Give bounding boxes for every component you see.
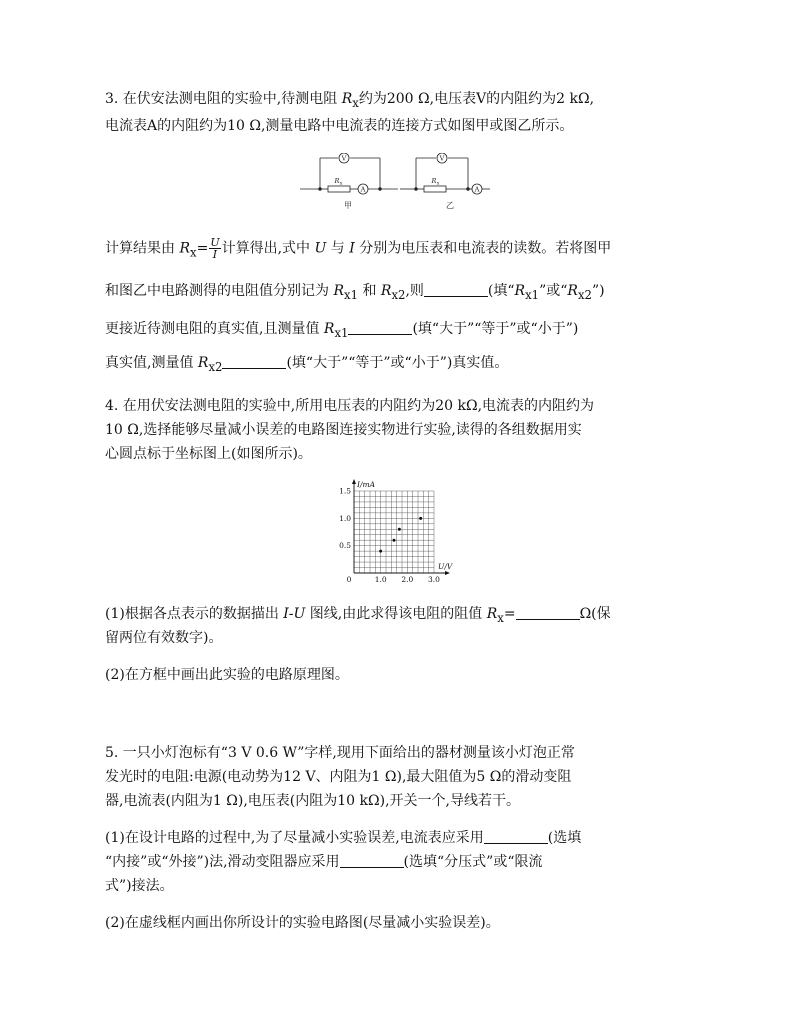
fraction-u-over-i — [209, 237, 220, 260]
q4-line-2: 10 Ω,选择能够尽量减小误差的电路图连接实物进行实验,读得的各组数据用实 — [105, 422, 582, 438]
q3-text: 3. 在伏安法测电阻的实验中,待测电阻 — [105, 91, 342, 107]
q4-text: (1)根据各点表示的数据描出 — [105, 606, 284, 622]
subscript: x — [352, 95, 359, 110]
y-axis-arrow — [352, 479, 356, 484]
x-tick-label: 3.0 — [428, 575, 440, 582]
q3-text: ”或“ — [539, 283, 568, 299]
var-i: I — [349, 240, 355, 257]
q3-line-5 — [105, 318, 578, 340]
var-r: R — [380, 283, 392, 299]
q3-text: 真实值,测量值 — [105, 355, 198, 371]
q4-part-1-line-1 — [105, 603, 611, 625]
equals: = — [503, 606, 516, 622]
q5-part-1-line-3: 式”)接法。 — [105, 878, 174, 894]
q3-circuit-figures — [300, 153, 490, 213]
q3-line-6 — [105, 352, 508, 374]
y-axis-label: I/mA — [357, 480, 376, 489]
var-r: R — [486, 606, 498, 622]
figure-label-yi: 乙 — [446, 201, 454, 210]
subscript: x1 — [344, 287, 358, 302]
q3-line-3 — [105, 237, 611, 260]
q4-line-3: 心圆点标于坐标图上(如图所示)。 — [105, 446, 312, 462]
q3-text: ”) — [591, 283, 605, 299]
q3-line-1 — [105, 88, 594, 110]
data-point — [419, 517, 422, 520]
q4-part-1-line-2: 留两位有效数字)。 — [105, 630, 223, 646]
var-r: R — [514, 283, 526, 299]
figure-label-jia: 甲 — [344, 201, 352, 210]
q5-line-3: 器,电流表(内阻为1 Ω),电压表(内阻为10 kΩ),开关一个,导线若干。 — [105, 793, 520, 809]
resistor-sub-right: x — [436, 181, 440, 187]
q3-text: 计算得出,式中 — [221, 240, 315, 257]
denominator: I — [212, 248, 218, 261]
answer-blank-3[interactable] — [222, 354, 286, 369]
q3-text: (填“大于”“等于”或“小于”)真实值。 — [286, 355, 509, 371]
q3-text: 分别为电压表和电流表的读数。若将图甲 — [354, 240, 612, 257]
var-r: R — [341, 91, 353, 107]
chart-axes — [352, 479, 450, 575]
var-r: R — [179, 240, 190, 257]
y-tick-label: 1.0 — [339, 513, 351, 523]
var-r: R — [197, 355, 209, 371]
resistor-label-right: R — [431, 177, 437, 185]
ammeter-label-right: A — [474, 185, 480, 194]
voltmeter-label-left: V — [341, 154, 347, 163]
numerator: U — [210, 236, 220, 249]
q5-part-1-line-1 — [105, 827, 581, 847]
subscript: x1 — [525, 287, 540, 302]
q3-text: 和图乙中电路测得的电阻值分别记为 — [105, 283, 334, 299]
q3-text: ,则 — [405, 283, 424, 299]
q3-line-4 — [105, 280, 605, 302]
q5-text: “内接”或“外接”)法,滑动变阻器应采用 — [105, 854, 340, 870]
resistor-label-left: R — [334, 177, 340, 185]
var-r: R — [567, 283, 578, 299]
q3-line-2: 电流表A的内阻约为10 Ω,测量电路中电流表的连接方式如图甲或图乙所示。 — [105, 118, 574, 134]
var-r: R — [323, 321, 335, 337]
q4-text: Ω(保 — [579, 606, 611, 622]
data-point — [398, 528, 401, 531]
x-tick-label: 2.0 — [401, 575, 414, 582]
subscript: x — [190, 245, 197, 260]
x-tick-label: 0 — [346, 575, 352, 582]
var-u: U — [314, 240, 327, 257]
y-tick-label: 0.5 — [339, 541, 351, 551]
y-tick-label: 1.5 — [339, 486, 351, 496]
iu-scatter-chart — [330, 478, 470, 582]
q4-text: 图线,由此求得该电阻的阻值 — [305, 606, 487, 622]
q5-text: (1)在设计电路的过程中,为了尽量减小实验误差,电流表应采用 — [105, 830, 484, 846]
data-point — [393, 539, 396, 542]
q5-part-1-line-2 — [105, 851, 542, 871]
q5-text: (选填 — [547, 830, 582, 846]
answer-blank-2[interactable] — [348, 320, 412, 335]
ammeter-label-left: A — [360, 185, 366, 194]
equals: = — [196, 240, 209, 257]
var-r: R — [333, 283, 344, 299]
data-point — [379, 550, 382, 553]
x-tick-label: 1.0 — [374, 575, 387, 582]
voltmeter-label-right: V — [439, 154, 445, 163]
var-iu: I-U — [283, 606, 306, 622]
q3-text: 和 — [358, 283, 381, 299]
q5-line-2: 发光时的电阻:电源(电动势为12 V、内阻为1 Ω),最大阻值为5 Ω的滑动变阻 — [105, 769, 572, 785]
q3-text: 计算结果由 — [105, 240, 180, 257]
q4-line-1: 4. 在用伏安法测电阻的实验中,所用电压表的内阻约为20 kΩ,电流表的内阻约为 — [105, 398, 595, 414]
q3-text: (填“大于”“等于”或“小于”) — [412, 321, 579, 337]
q4-part-2: (2)在方框中画出此实验的电路原理图。 — [105, 667, 349, 683]
answer-blank-1[interactable] — [424, 282, 488, 297]
x-axis-label: U/V — [438, 562, 453, 571]
resistor-sub-left: x — [339, 181, 343, 187]
q5-line-1: 5. 一只小灯泡标有“3 V 0.6 W”字样,现用下面给出的器材测量该小灯泡正常 — [105, 745, 575, 761]
subscript: x1 — [334, 325, 349, 340]
q5-text: (选填“分压式”或“限流 — [403, 854, 543, 870]
q3-text: 约为200 Ω,电压表V的内阻约为2 kΩ, — [358, 91, 595, 107]
subscript: x2 — [208, 359, 223, 374]
circuit-jia — [300, 153, 398, 194]
chart-grid — [354, 491, 434, 573]
subscript: x — [497, 610, 504, 625]
answer-blank-6[interactable] — [340, 853, 404, 868]
q5-part-2: (2)在虚线框内画出你所设计的实验电路图(尽量减小实验误差)。 — [105, 915, 500, 931]
answer-blank-5[interactable] — [484, 829, 548, 844]
q3-text: 与 — [326, 240, 350, 257]
q3-text: 更接近待测电阻的真实值,且测量值 — [105, 321, 324, 337]
q3-text: (填“ — [487, 283, 515, 299]
subscript: x2 — [391, 287, 406, 302]
answer-blank-4[interactable] — [516, 605, 580, 620]
x-axis-arrow — [445, 571, 450, 575]
subscript: x2 — [577, 287, 592, 302]
